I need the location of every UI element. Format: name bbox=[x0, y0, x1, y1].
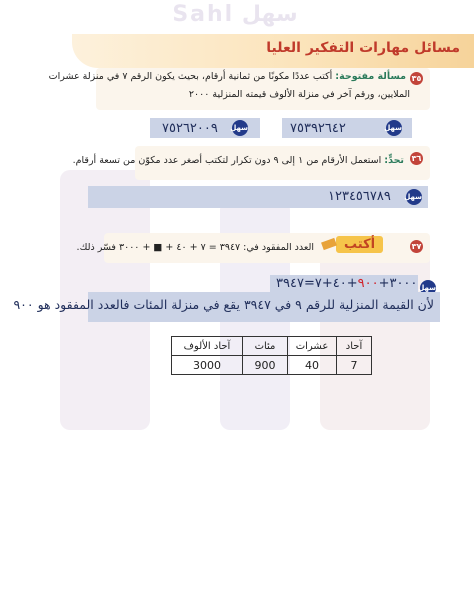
equation-part: +٤٠+٧=٣٩٤٧ bbox=[276, 276, 358, 291]
table-header: عشرات bbox=[288, 337, 337, 356]
question-36-text bbox=[73, 152, 404, 169]
question-37-text: العدد المفقود في: ٣٩٤٧ = ٧ + ٤٠ + ■ + ٣٠٠٠ فسّر ذلك. bbox=[76, 242, 314, 253]
table-cell: 40 bbox=[288, 356, 337, 375]
question-number: ٣٧ bbox=[411, 242, 422, 251]
answer-value: ١٢٣٤٥٦٧٨٩ bbox=[328, 189, 391, 204]
write-label: أكتب bbox=[336, 236, 383, 253]
place-value-table bbox=[171, 336, 372, 375]
answer-value-left: ٧٥٢٦٢٠٠٩ bbox=[162, 121, 218, 136]
question-35-text bbox=[49, 68, 406, 85]
sahl-badge-icon: سهل bbox=[386, 120, 402, 136]
question-36-body: استعمل الأرقام من ١ إلى ٩ دون تكرار لتكتب أصغر عدد مكوّن من تسعة أرقام. bbox=[72, 155, 382, 166]
table-row bbox=[172, 337, 372, 356]
question-tag: مسألة مفتوحة: bbox=[335, 71, 406, 82]
question-number: ٣٦ bbox=[411, 154, 422, 163]
equation-line bbox=[276, 276, 417, 291]
table-cell: 7 bbox=[337, 356, 372, 375]
watermark-logo: سهل Sahl bbox=[172, 2, 298, 27]
sahl-badge-icon: سهل bbox=[420, 280, 436, 296]
question-tag: تحدٍّ: bbox=[384, 155, 404, 166]
equation-missing-value: ٩٠٠ bbox=[357, 276, 379, 291]
table-cell: 3000 bbox=[172, 356, 243, 375]
table-header: آحاد bbox=[337, 337, 372, 356]
table-row bbox=[172, 356, 372, 375]
equation-part: ٣٠٠٠+ bbox=[378, 276, 418, 291]
sahl-badge-icon: سهل bbox=[406, 189, 422, 205]
section-title: مسائل مهارات التفكير العليا bbox=[266, 40, 460, 56]
sahl-badge-icon: سهل bbox=[232, 120, 248, 136]
table-header: مئات bbox=[243, 337, 288, 356]
table-cell-highlight: 900 bbox=[243, 356, 288, 375]
question-line-1: أكتب عددًا مكونًا من ثمانية أرقام، بحيث يكون الرقم ٧ في منزلة عشرات bbox=[48, 71, 333, 82]
table-header: آحاد الألوف bbox=[172, 337, 243, 356]
explanation-text: لأن القيمة المنزلية للرقم ٩ في ٣٩٤٧ يقع في منزلة المئات فالعدد المفقود هو ٩٠٠ bbox=[13, 297, 434, 312]
question-line-2: الملايين، ورقم آخر في منزلة الألوف قيمته المنزلية ٢٠٠٠ bbox=[188, 89, 410, 100]
answer-value-right: ٧٥٣٩٢٦٤٢ bbox=[290, 121, 346, 136]
question-number: ٣٥ bbox=[411, 74, 422, 83]
